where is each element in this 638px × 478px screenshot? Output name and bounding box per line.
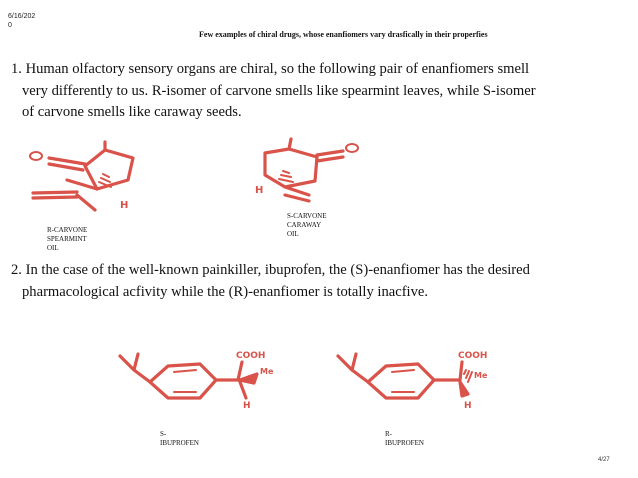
hydrogen-label: H bbox=[255, 185, 264, 196]
r-ibuprofen-structure bbox=[330, 346, 500, 411]
hydrogen-label: H bbox=[243, 401, 251, 411]
r-carvone-structure bbox=[25, 140, 165, 212]
paragraph-line: 1. Human olfactory sensory organs are chiral, so the following pair of enanfiomers smell bbox=[11, 61, 530, 77]
caption-line: S- bbox=[160, 430, 167, 438]
caption-line: IBUPROFEN bbox=[160, 439, 199, 447]
hashed-wedge bbox=[464, 370, 472, 382]
caption-r-ibuprofen bbox=[385, 430, 445, 448]
page-number: 4/27 bbox=[598, 457, 610, 463]
carbonyl-bond bbox=[49, 164, 83, 170]
carbonyl-bond bbox=[49, 158, 85, 164]
caption-s-ibuprofen bbox=[160, 430, 220, 448]
hydrogen-label: H bbox=[464, 401, 472, 411]
caption-s-carvone bbox=[287, 212, 347, 239]
caption-line: OIL bbox=[47, 244, 59, 252]
oxygen-atom bbox=[30, 152, 42, 160]
paragraph-line: 2. In the case of the well-known painkiller, ibuprofen, the (S)-enanfiomer has the desired bbox=[11, 262, 530, 278]
caption-line: CARAWAY bbox=[287, 221, 322, 229]
wedge-bond bbox=[460, 382, 468, 396]
paragraph-line: of carvone smells like caraway seeds. bbox=[22, 104, 242, 120]
caption-line: OIL bbox=[287, 230, 299, 238]
methyl-bond bbox=[289, 139, 291, 149]
methyl-bond bbox=[77, 195, 95, 210]
ring-double-bonds bbox=[392, 370, 414, 392]
ring bbox=[85, 150, 133, 189]
hashed-wedge bbox=[279, 171, 293, 182]
caption-line: R- bbox=[385, 430, 392, 438]
carbonyl-bond bbox=[317, 157, 343, 161]
date-stamp bbox=[8, 12, 48, 30]
date-line-1: 6/16/202 bbox=[8, 13, 36, 20]
isobutyl-chain bbox=[120, 354, 138, 370]
caption-r-carvone bbox=[47, 226, 107, 253]
oxygen-atom bbox=[346, 144, 358, 152]
cooh-label: COOH bbox=[458, 351, 488, 361]
date-line-2: 0 bbox=[8, 22, 12, 29]
s-ibuprofen-structure bbox=[112, 346, 282, 411]
paragraph-line: very differently to us. R-isomer of carvone smells like spearmint leaves, while S-isomer bbox=[22, 82, 536, 99]
hydrogen-bond bbox=[240, 382, 246, 398]
s-carvone-structure bbox=[253, 137, 373, 209]
carbonyl-bond bbox=[317, 151, 343, 155]
slide-title: Few examples of chiral drugs, whose enanfiomers vary drasfically in their properfies bbox=[199, 30, 488, 39]
caption-line: IBUPROFEN bbox=[385, 439, 424, 447]
ring-double-bonds bbox=[174, 370, 196, 392]
cooh-label: COOH bbox=[236, 351, 266, 361]
cooh-bond bbox=[460, 362, 462, 380]
caption-line: SPEARMINT bbox=[47, 235, 87, 243]
paragraph-line: pharmacological acfivity while the (R)-enanfiomer is totally inacfive. bbox=[22, 283, 429, 300]
methyl-label: Me bbox=[474, 371, 488, 380]
double-bond bbox=[33, 192, 77, 193]
paragraph-carvone bbox=[11, 59, 621, 124]
caption-line: S-CARVONE bbox=[287, 212, 327, 220]
double-bond bbox=[33, 197, 77, 198]
caption-line: R-CARVONE bbox=[47, 226, 88, 234]
methyl-label: Me bbox=[260, 367, 274, 376]
double-bond bbox=[285, 195, 309, 201]
isopropenyl-bond bbox=[285, 187, 309, 195]
wedge-bond bbox=[240, 374, 257, 383]
isobutyl-chain bbox=[338, 354, 356, 370]
isobutyl-chain bbox=[134, 370, 150, 382]
isobutyl-chain bbox=[352, 370, 368, 382]
cooh-bond bbox=[238, 362, 242, 380]
paragraph-ibuprofen bbox=[11, 260, 621, 303]
hydrogen-label: H bbox=[120, 200, 129, 211]
